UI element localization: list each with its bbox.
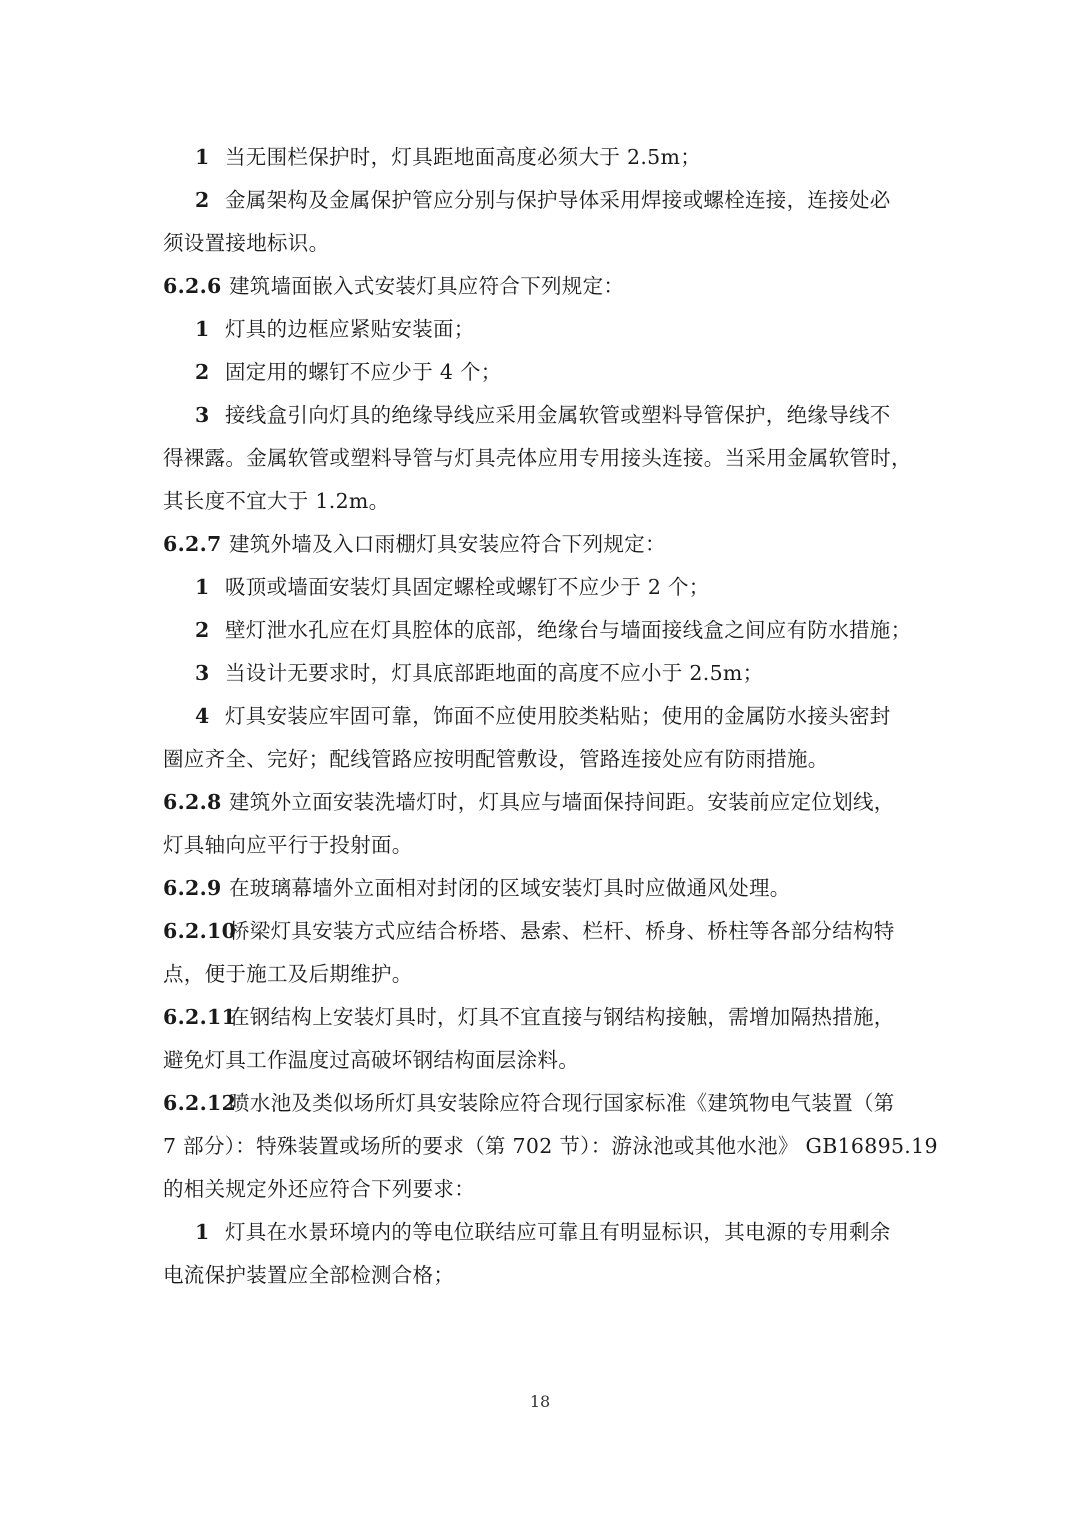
- line-text: 桥梁灯具安装方式应结合桥塔、悬索、栏杆、桥身、桥柱等各部分结构特: [229, 919, 895, 943]
- clause-heading: [163, 781, 923, 824]
- line-text: 7 部分）：特殊装置或场所的要求（第 702 节）：游泳池或其他水池》 GB16895.19: [163, 1134, 938, 1158]
- clause-heading: [163, 265, 923, 308]
- line-text: 吸顶或墙面安装灯具固定螺栓或螺钉不应少于 2 个；: [225, 575, 710, 599]
- list-item: [163, 136, 923, 179]
- clause-number: 6.2.10: [163, 919, 237, 943]
- line-text: 得裸露。金属软管或塑料导管与灯具壳体应用专用接头连接。当采用金属软管时，: [163, 446, 912, 470]
- line-text: 建筑外立面安装洗墙灯时，灯具应与墙面保持间距。安装前应定位划线，: [229, 790, 895, 814]
- text-line: [163, 1125, 938, 1168]
- text-line: [163, 480, 923, 523]
- line-text: 点，便于施工及后期维护。: [163, 962, 413, 986]
- line-text: 电流保护装置应全部检测合格；: [163, 1263, 455, 1287]
- line-text: 在玻璃幕墙外立面相对封闭的区域安装灯具时应做通风处理。: [229, 876, 791, 900]
- item-number: 2: [195, 360, 210, 384]
- list-item: [163, 1211, 923, 1254]
- clause-number: 6.2.12: [163, 1091, 237, 1115]
- item-number: 3: [195, 403, 210, 427]
- text-line: [163, 437, 923, 480]
- line-text: 灯具在水景环境内的等电位联结应可靠且有明显标识，其电源的专用剩余: [225, 1220, 891, 1244]
- clause-number: 6.2.6: [163, 274, 222, 298]
- line-text: 灯具安装应牢固可靠，饰面不应使用胶类粘贴；使用的金属防水接头密封: [225, 704, 891, 728]
- line-text: 灯具的边框应紧贴安装面；: [225, 317, 475, 341]
- clause-number: 6.2.11: [163, 1005, 237, 1029]
- clause-heading: [163, 910, 923, 953]
- item-number: 2: [195, 188, 210, 212]
- list-item: [163, 652, 923, 695]
- line-text: 当无围栏保护时，灯具距地面高度必须大于 2.5m；: [225, 145, 702, 169]
- line-text: 接线盒引向灯具的绝缘导线应采用金属软管或塑料导管保护，绝缘导线不: [225, 403, 891, 427]
- line-text: 建筑外墙及入口雨棚灯具安装应符合下列规定：: [229, 532, 666, 556]
- list-item: [163, 609, 923, 652]
- text-line: [163, 824, 923, 867]
- clause-heading: [163, 523, 923, 566]
- item-number: 2: [195, 618, 210, 642]
- line-text: 固定用的螺钉不应少于 4 个；: [225, 360, 502, 384]
- page-number: 18: [529, 1392, 551, 1411]
- list-item: [163, 695, 923, 738]
- line-text: 当设计无要求时，灯具底部距地面的高度不应小于 2.5m；: [225, 661, 764, 685]
- clause-number: 6.2.8: [163, 790, 222, 814]
- line-text: 避免灯具工作温度过高破坏钢结构面层涂料。: [163, 1048, 579, 1072]
- clause-heading: [163, 867, 923, 910]
- clause-number: 6.2.7: [163, 532, 222, 556]
- list-item: [163, 566, 923, 609]
- list-item: [163, 179, 923, 222]
- item-number: 3: [195, 661, 210, 685]
- line-text: 须设置接地标识。: [163, 231, 330, 255]
- text-line: [163, 1254, 923, 1297]
- line-text: 金属架构及金属保护管应分别与保护导体采用焊接或螺栓连接，连接处必: [225, 188, 891, 212]
- text-line: [163, 953, 923, 996]
- line-text: 壁灯泄水孔应在灯具腔体的底部，绝缘台与墙面接线盒之间应有防水措施；: [225, 618, 912, 642]
- line-text: 的相关规定外还应符合下列要求：: [163, 1177, 475, 1201]
- list-item: [163, 308, 923, 351]
- list-item: [163, 351, 923, 394]
- item-number: 4: [195, 704, 210, 728]
- line-text: 圈应齐全、完好；配线管路应按明配管敷设，管路连接处应有防雨措施。: [163, 747, 829, 771]
- text-line: [163, 1039, 923, 1082]
- clause-heading: [163, 1082, 923, 1125]
- clause-number: 6.2.9: [163, 876, 222, 900]
- item-number: 1: [195, 1220, 210, 1244]
- text-line: [163, 1168, 923, 1211]
- line-text: 喷水池及类似场所灯具安装除应符合现行国家标准《建筑物电气装置（第: [229, 1091, 895, 1115]
- text-line: [163, 738, 923, 781]
- list-item: [163, 394, 923, 437]
- line-text: 建筑墙面嵌入式安装灯具应符合下列规定：: [229, 274, 625, 298]
- line-text: 其长度不宜大于 1.2m。: [163, 489, 390, 513]
- line-text: 在钢结构上安装灯具时，灯具不宜直接与钢结构接触，需增加隔热措施，: [229, 1005, 895, 1029]
- item-number: 1: [195, 575, 210, 599]
- clause-heading: [163, 996, 923, 1039]
- item-number: 1: [195, 145, 210, 169]
- text-line: [163, 222, 923, 265]
- line-text: 灯具轴向应平行于投射面。: [163, 833, 413, 857]
- document-body: [163, 136, 938, 1297]
- item-number: 1: [195, 317, 210, 341]
